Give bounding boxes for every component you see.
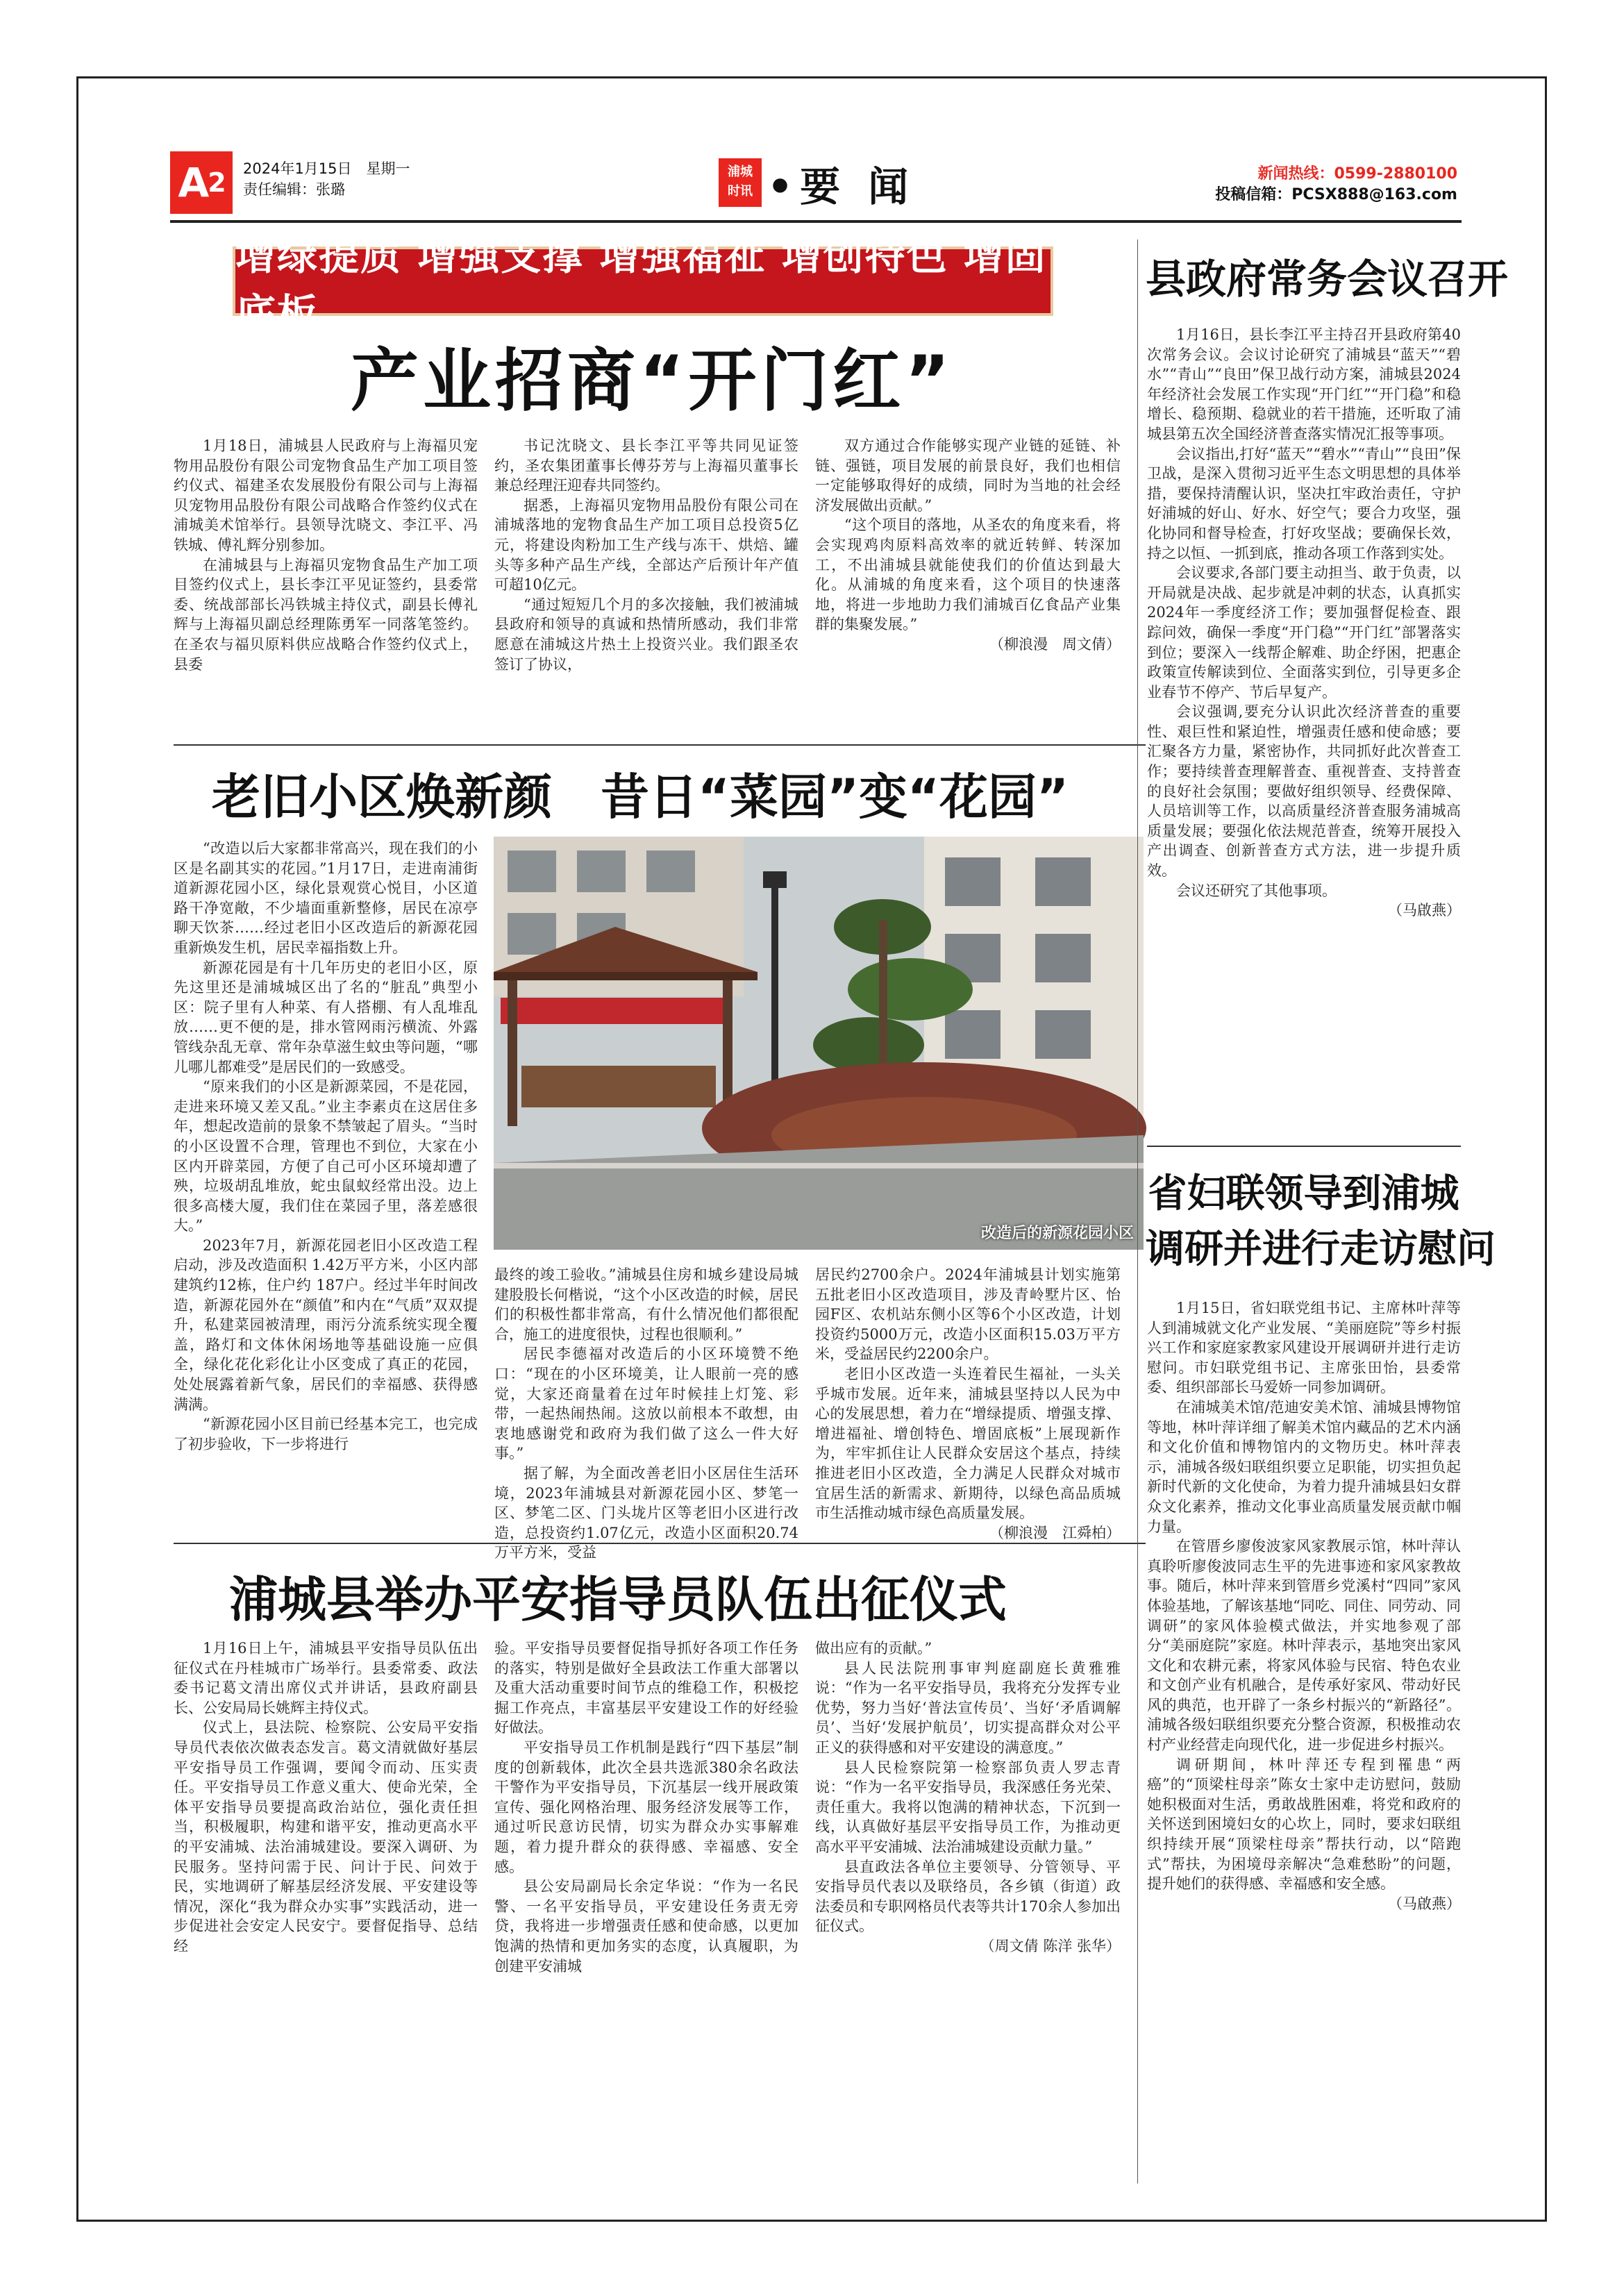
article5-para: 1月15日，省妇联党组书记、主席林叶萍等人到浦城就文化产业发展、“美丽庭院”等乡村振兴工作和家庭家教家风建设开展调研并进行走访慰问。市妇联党组书记、主席张田怡，县委常委、组织部部长马爱娇一同参加调研。 [1147,1300,1461,1396]
article3-para: 县公安局副局长余定华说：“作为一名民警、一名平安指导员，平安建设任务责无旁贷，我将进一步增强责任感和使命感，以更加饱满的热情和更加务实的态度，认真履职，为创建平安浦城 [494,1878,798,1975]
logo-line1: 浦城 [728,165,753,179]
issue-date: 2024年1月15日 星期一 [243,160,410,177]
article2-para: “原来我们的小区是新源菜园，不是花园，走进来环境又差又乱。”业主李素贞在这居住多年，想起改造前的景象不禁皱起了眉头。“当时的小区设置不合理，管理也不到位，大家在小区内开辟菜园，方便了自己可小区环境却遭了殃，垃圾胡乱堆放，蛇虫鼠蚁经常出没。边上很多高楼大厦，我们住在菜园子里，落差感很大。” [174,1078,478,1234]
article1-para: “通过短短几个月的多次接触，我们被浦城县政府和领导的真诚和热情所感动，我们非常愿意在浦城这片热土上投资兴业。我们跟圣农签订了协议， [494,596,798,673]
article2-para: 据了解，为全面改善老旧小区居住生活环境，2023年浦城县对新源花园小区、梦笔一区、梦笔二区、门头垅片区等老旧小区进行改造，总投资约1.07亿元，改造小区面积20.74万平方米，受益 [494,1464,798,1561]
article5-byline: （马啟燕） [1388,1895,1461,1912]
page-digit: 2 [208,167,225,198]
article3-para: 验。平安指导员要督促指导抓好各项工作任务的落实，特别是做好全县政法工作重大部署以及重大活动重要时间节点的维稳工作，积极挖掘工作亮点，丰富基层平安建设工作的好经验好做法。 [494,1640,798,1736]
article4-para: 会议强调,要充分认识此次经济普查的重要性、艰巨性和紧迫性，增强责任感和使命感；要汇聚各方力量，紧密协作，共同抓好此次普查工作；要持续普查理解普查、重视普查、支持普查的良好社会氛围；要做好组织领导、经费保障、人员培训等工作，以高质量经济普查服务浦城高质量发展；要强化依法规范普查，统筹开展投入产出调查、创新普查方式方法，进一步提升质效。 [1147,703,1461,880]
article2-para: 居民约2700余户。2024年浦城县计划实施第五批老旧小区改造项目，涉及青岭墅片区、怡园F区、农机站东侧小区等6个小区改造，计划投资约5000万元，改造小区面积15.03万平方米，受益居民约2200余户。 [815,1266,1121,1363]
article2-col2 [494,1265,798,1561]
article3-title: 浦城县举办平安指导员队伍出征仪式 [229,1571,1007,1628]
article4-para: 会议指出,打好“蓝天”“碧水”“青山”“良田”保卫战，是深入贯彻习近平生态文明思想的具体举措，要保持清醒认识，坚决扛牢政治责任，守护好浦城的好山、好水、好空气；要合力攻坚，强化协同和督导检查，打好攻坚战；要确保长效，持之以恒、一抓到底，推动各项工作落到实处。 [1147,445,1461,562]
article2-para: “改造以后大家都非常高兴，现在我们的小区是名副其实的花园。”1月17日，走进南浦街道新源花园小区，绿化景观赏心悦目，小区道路干净宽敞，不少墙面重新整修，居民在凉亭聊天饮茶……经过老旧小区改造后的新源花园重新焕发生机，居民幸福指数上升。 [174,840,478,956]
separator [1147,1146,1461,1147]
community-photo [494,837,1144,1250]
article5-title-line1: 省妇联领导到浦城 [1148,1171,1459,1216]
article1-col2 [494,436,798,741]
article1-byline: （柳浪漫 周文倩） [989,635,1121,653]
article1-col3 [815,436,1121,735]
article1-para: 据悉，上海福贝宠物用品股份有限公司在浦城落地的宠物食品生产加工项目总投资5亿元，将建设肉粉加工生产线与冻干、烘焙、罐头等多种产品生产线，全部达产后预计年产值可超10亿元。 [494,496,798,594]
article3-byline: （周文倩 陈洋 张华） [980,1937,1121,1954]
article3-para: 仪式上，县法院、检察院、公安局平安指导员代表依次做表态发言。葛文清就做好基层平安指导员工作强调，要闻令而动、压实责任。平安指导员工作意义重大、使命光荣，全体平安指导员要提高政治站位，强化责任担当，积极履职，构建和谐平安，推动更高水平的平安浦城、法治浦城建设。要深入调研、为民服务。坚持问需于民、问计于民、问效于民，实地调研了解基层经济发展、平安建设等情况，深化“我为群众办实事”实践活动，进一步促进社会安定人民安宁。要督促指导、总结经 [174,1719,478,1954]
article2-para: 最终的竣工验收。”浦城县住房和城乡建设局城建股股长何楷说，“这个小区改造的时候，居民们的积极性都非常高，有什么情况他们都很配合，施工的进度很快，过程也很顺利。” [494,1266,798,1343]
article4-para: 会议还研究了其他事项。 [1176,882,1337,899]
article2-para: 居民李德福对改造后的小区环境赞不绝口：“现在的小区环境美，让人眼前一亮的感觉，大家还商量着在过年时候挂上灯笼、彩带，一起热闹热闹。这放以前根本不敢想，由衷地感谢党和政府为我们做了这么一件大好事。” [494,1346,798,1462]
article3-para: 县人民检察院第一检察部负责人罗志青说：“作为一名平安指导员，我深感任务光荣、责任重大。我将以饱满的精神状态，下沉到一线，认真做好基层平安指导员工作，为推动更高水平平安浦城、法治浦城建设贡献力量。” [815,1759,1121,1855]
article2-para: 老旧小区改造一头连着民生福祉，一头关乎城市发展。近年来，浦城县坚持以人民为中心的发展思想，着力在“增绿提质、增强支撑、增进福祉、增创特色、增固底板”上展现新作为，牢牢抓住让人民群众安居这个基点，持续推进老旧小区改造，全力满足人民群众对城市宜居生活的新需求、新期待，以绿色高品质城市生活推动城市绿色高质量发展。 [815,1365,1121,1522]
separator [174,1543,1146,1544]
article5-para: 在浦城美术馆/范迪安美术馆、浦城县博物馆等地，林叶萍详细了解美术馆内藏品的艺术内涵和文化价值和博物馆内的文物历史。林叶萍表示，浦城各级妇联组织要立足职能，切实担负起新时代新的文化使命，为着力提升浦城县妇女群众文化素养，推动文化事业高质量发展贡献巾帼力量。 [1147,1398,1461,1535]
article1-para: 双方通过合作能够实现产业链的延链、补链、强链，项目发展的前景良好，我们也相信一定能够取得好的成绩，同时为当地的社会经济发展做出贡献。” [815,437,1121,514]
article2-byline: （柳浪漫 江舜柏） [989,1524,1121,1541]
paper-logo [719,158,762,207]
article4-para: 1月16日，县长李江平主持召开县政府第40次常务会议。会议讨论研究了浦城县“蓝天”“碧水”“青山”“良田”保卫战行动方案，浦城县2024年经济社会发展工作实现“开门红”“开门稳”和稳增长、稳预期、稳就业的若干措施，还听取了浦城县第五次全国经济普查落实情况汇报等事项。 [1147,326,1461,442]
article4-title: 县政府常务会议召开 [1146,255,1509,303]
article5-title-line2: 调研并进行走访慰问 [1146,1227,1496,1272]
article3-col1 [174,1639,478,2180]
article5-title [1146,1166,1496,1277]
issue-editor: 责任编辑：张璐 [243,181,345,198]
photo-illustration [494,837,1144,1250]
article5-para: 在管厝乡廖俊波家风家教展示馆，林叶萍认真聆听廖俊波同志生平的先进事迹和家风家教故事。随后，林叶萍来到管厝乡党溪村“四同”家风体验基地，了解该基地“同吃、同住、同劳动、同调研”的家风体验模式做法，并实地参观了部分“美丽庭院”家庭。林叶萍表示，基地突出家风文化和农耕元素，将家风体验与民宿、特色农业和文创产业有机融合，是传承好家风、带动好民风的典范，也开辟了一条乡村振兴的“新路径”。浦城各级妇联组织要充分整合资源，积极推动农村产业经营走向现代化，进一步促进乡村振兴。 [1147,1538,1461,1754]
article1-para: 1月18日，浦城县人民政府与上海福贝宠物用品股份有限公司宠物食品生产加工项目签约仪式、福建圣农发展股份有限公司与上海福贝宠物用品股份有限公司战略合作签约仪式在浦城美术馆举行。县领导沈晓文、李江平、冯铁城、傅礼辉分别参加。 [174,437,478,553]
article3-col2 [494,1639,798,2180]
article5-body [1147,1298,1461,2187]
article2-col3 [815,1265,1121,1541]
section-title: •要 闻 [767,163,916,210]
article3-para: 县直政法各单位主要领导、分管领导、平安指导员代表以及联络员，各乡镇（街道）政法委员和专职网格员代表等共计170余人参加出征仪式。 [815,1858,1121,1935]
article5-para: 调研期间，林叶萍还专程到罹患“两癌”的“顶梁柱母亲”陈女士家中走访慰问，鼓励她积极面对生活，勇敢战胜困难，将党和政府的关怀送到困境妇女的心坎上，同时，要求妇联组织持续开展“顶梁柱母亲”帮扶行动，以“陪跑式”帮扶，为困境母亲解决“急难愁盼”的问题，提升她们的获得感、幸福感和安全感。 [1147,1756,1461,1893]
page-number-badge [170,151,233,214]
page-letter: A [178,159,208,206]
article4-byline: （马啟燕） [1388,902,1461,919]
article3-para: 县人民法院刑事审判庭副庭长黄雅雅说：“作为一名平安指导员，我将充分发挥专业优势，努力当好‘普法宣传员’、当好‘矛盾调解员’、当好‘发展护航员’，切实提高群众对公平正义的获得感和对平安建设的满意度。” [815,1659,1121,1756]
logo-line2: 时讯 [728,184,753,199]
photo-caption: 改造后的新源花园小区 [980,1225,1134,1242]
news-hotline: 新闻热线：0599-2880100 [1257,165,1457,183]
article2-para: 新源花园是有十几年历史的老旧小区，原先这里还是浦城城区出了名的“脏乱”典型小区：院子里有人种菜、有人搭棚、有人乱堆乱放……更不便的是，排水管网雨污横流、外露管线杂乱无章、常年杂草滋生蚊虫等问题，“哪儿哪儿都难受”是居民们的一致感受。 [174,959,478,1075]
article4-para: 会议要求,各部门要主动担当、敢于负责，以开局就是决战、起步就是冲刺的状态，认真抓实2024年一季度经济工作；要加强督促检查、跟踪问效，确保一季度“开门稳”“开门红”部署落实到位；要深入一线帮企解难、助企纾困，把惠企政策宣传解读到位、全面落实到位，引导更多企业春节不停产、节后早复产。 [1147,564,1461,701]
article2-para: “新源花园小区目前已经基本完工，也完成了初步验收，下一步将进行 [174,1416,478,1452]
theme-banner: 增绿提质 增强支撑 增强福祉 增创特色 增固底板 [233,246,1053,316]
article2-title: 老旧小区焕新颜 昔日“菜园”变“花园” [212,769,1069,826]
article1-para: “这个项目的落地，从圣农的角度来看，将会实现鸡肉原料高效率的就近转鲜、转深加工，不出浦城县就能使我们的价值达到最大化。从浦城的角度来看，这个项目的快速落地，将进一步地助力我们浦城百亿食品产业集群的集聚发展。” [815,517,1121,633]
article3-para: 做出应有的贡献。” [815,1640,932,1657]
submission-email: 投稿信箱：PCSX888@163.com [1215,186,1457,203]
article1-col1 [174,436,478,741]
article2-col1 [174,839,478,1533]
separator [174,744,1146,746]
issue-meta [243,158,410,200]
article2-para: 2023年7月，新源花园老旧小区改造工程启动，涉及改造面积 1.42万平方米，小区内部建筑约12栋，住户约 187户。经过半年时间改造，新源花园外在“颜值”和内在“气质”双双提升，私建菜园被清理，雨污分流系统实现全覆盖，路灯和文体休闲场地等基础设施一应俱全，绿化花化彩化让小区变成了真正的花园，处处展露着新气象，居民们的幸福感、获得感满满。 [174,1237,478,1413]
article3-para: 平安指导员工作机制是践行“四下基层”制度的创新载体，此次全县共选派380余名政法干警作为平安指导员，下沉基层一线开展政策宣传、强化网格治理、服务经济发展等工作，通过听民意访民情，切实为群众办实事解难题，着力提升群众的获得感、幸福感、安全感。 [494,1738,798,1875]
article1-title: 产业招商“开门红” [351,342,954,421]
article1-para: 书记沈晓文、县长李江平等共同见证签约，圣农集团董事长傅芬芳与上海福贝董事长兼总经理汪迎春共同签约。 [494,437,798,494]
column-divider [1137,240,1138,2184]
article3-para: 1月16日上午，浦城县平安指导员队伍出征仪式在丹桂城市广场举行。县委常委、政法委书记葛文清出席仪式并讲话，县政府副县长、公安局局长姚辉主持仪式。 [174,1640,478,1716]
article1-para: 在浦城县与上海福贝宠物食品生产加工项目签约仪式上，县长李江平见证签约，县委常委、统战部部长冯铁城主持仪式，副县长傅礼辉与上海福贝副总经理陈勇军一同落笔签约。在圣农与福贝原料供应战略合作签约仪式上，县委 [174,556,478,673]
article3-col3 [815,1639,1121,2180]
contact-block [1215,164,1457,206]
article4-body [1147,325,1461,1141]
